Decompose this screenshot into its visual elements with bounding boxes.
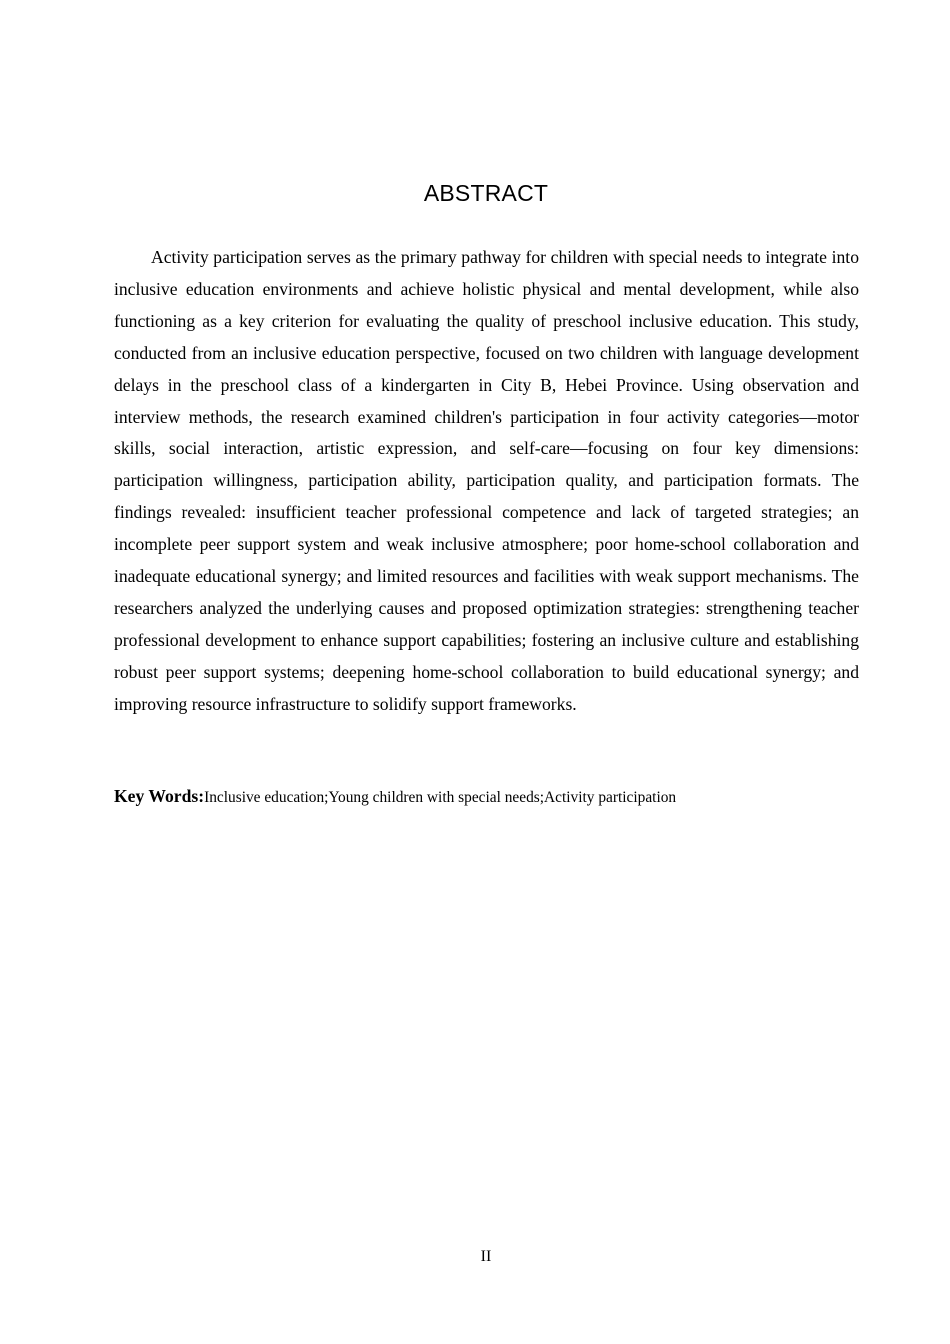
page-number: II [480, 1248, 492, 1265]
abstract-body: Activity participation serves as the primary pathway for children with special needs to integrate into inclusive education environments and achieve holistic physical and mental development, while also functioning as a key criterion for evaluating the quality of preschool inclusive education. This study, conducted from an inclusive education perspective, focused on two children with language development delays in the preschool class of a kindergarten in City B, Hebei Province. Using observation and interview methods, the research examined children's participation in four activity categories—motor skills, social interaction, artistic expression, and self-care—focusing on four key dimensions: participation willingness, participation ability, participation quality, and participation formats. The findings revealed: insufficient teacher professional competence and lack of targeted strategies; an incomplete peer support system and weak inclusive atmosphere; poor home-school collaboration and inadequate educational synergy; and limited resources and facilities with weak support mechanisms. The researchers analyzed the underlying causes and proposed optimization strategies: strengthening teacher professional development to enhance support capabilities; fostering an inclusive culture and establishing robust peer support systems; deepening home-school collaboration to build educational synergy; and improving resource infrastructure to solidify support frameworks. [114, 247, 859, 714]
keywords-label: Key Words: [114, 786, 205, 806]
abstract-title: ABSTRACT [423, 180, 549, 206]
keywords-line [114, 786, 859, 807]
keywords-value: Inclusive education;Young children with special needs;Activity participation [204, 789, 677, 806]
